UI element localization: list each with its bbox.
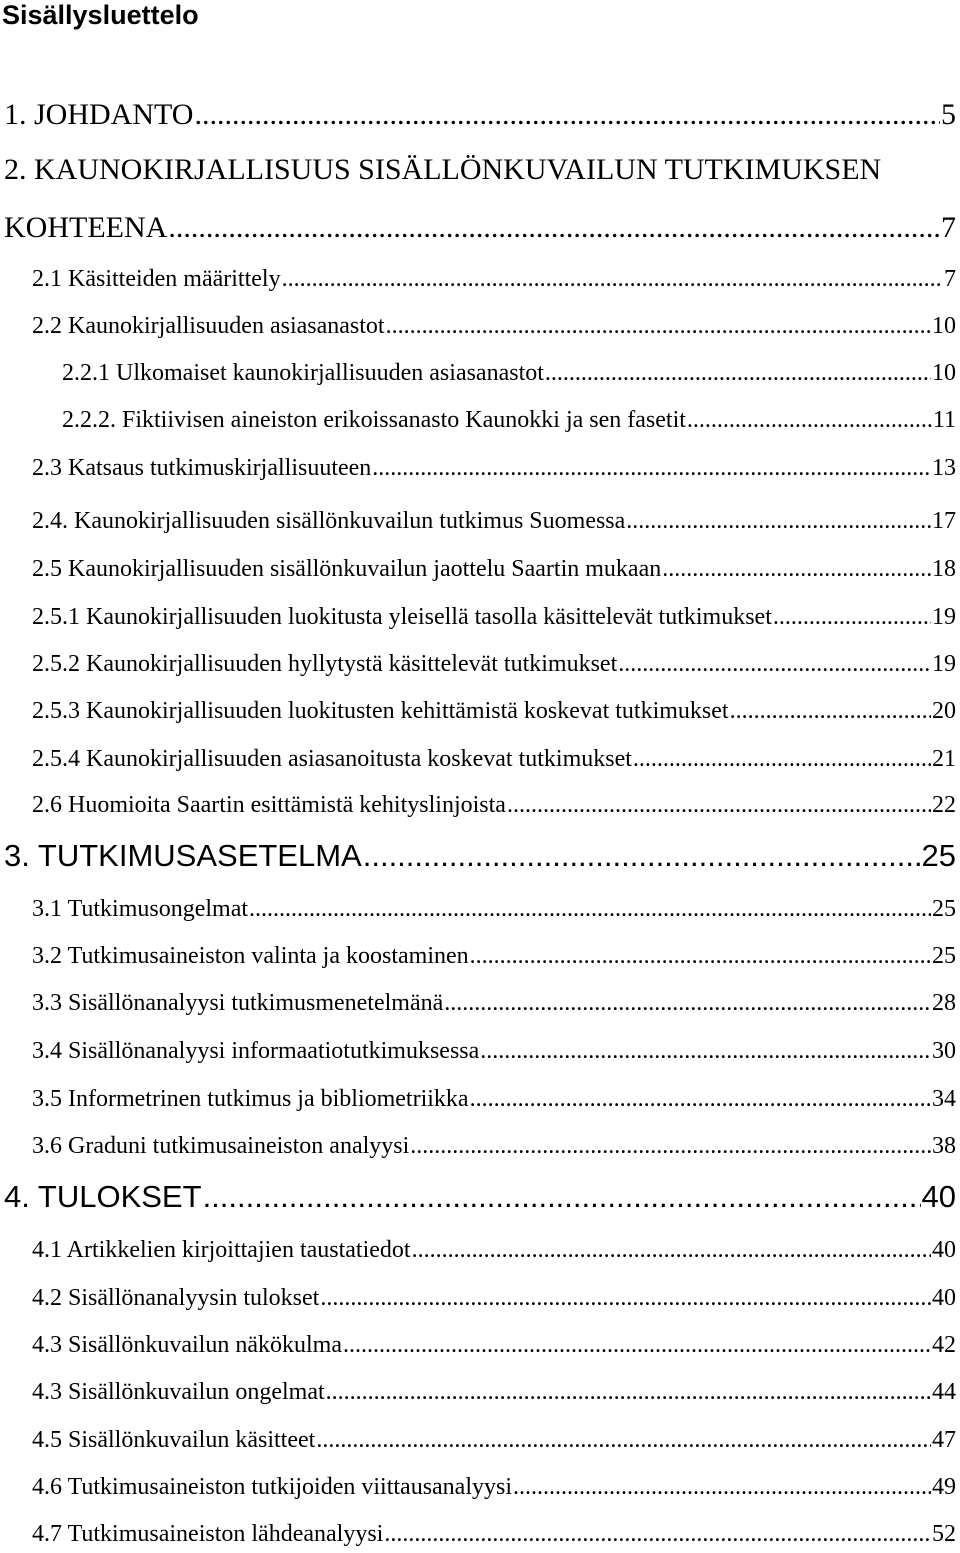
dot-leader xyxy=(168,211,940,245)
toc-entry-title: 2.4. Kaunokirjallisuuden sisällönkuvailun tutkimus Suomessa xyxy=(32,508,626,534)
dot-leader xyxy=(203,1180,921,1214)
toc-entry[interactable] xyxy=(32,312,956,340)
toc-entry-page: 30 xyxy=(932,1038,956,1064)
toc-entry[interactable] xyxy=(32,1284,956,1312)
toc-entry[interactable] xyxy=(4,98,956,132)
toc-entry[interactable] xyxy=(32,1378,956,1406)
toc-entry-page: 40 xyxy=(921,1179,956,1214)
toc-entry[interactable] xyxy=(32,1331,956,1359)
toc-entry-page: 25 xyxy=(921,838,956,873)
toc-entry-page: 13 xyxy=(932,455,956,481)
toc-entry-page: 10 xyxy=(932,313,956,339)
toc-entry-page: 49 xyxy=(932,1474,956,1500)
dot-leader xyxy=(480,1037,931,1065)
toc-entry-title: 4.7 Tutkimusaineiston lähdeanalyysi xyxy=(32,1521,384,1547)
dot-leader xyxy=(633,745,931,773)
toc-entry-title: 3.5 Informetrinen tutkimus ja bibliometriikka xyxy=(32,1086,469,1112)
toc-entry-page: 18 xyxy=(932,556,956,582)
toc-entry[interactable] xyxy=(32,650,956,678)
page-title: Sisällysluettelo xyxy=(2,0,199,30)
toc-entry[interactable] xyxy=(32,697,956,725)
dot-leader xyxy=(363,839,921,873)
toc-entry[interactable] xyxy=(32,555,956,583)
toc-entry[interactable] xyxy=(32,1473,956,1501)
toc-entry-page: 34 xyxy=(932,1086,956,1112)
toc-entry[interactable] xyxy=(32,603,956,631)
toc-entry-page: 10 xyxy=(932,360,956,386)
toc-entry[interactable] xyxy=(32,265,956,293)
dot-leader xyxy=(384,1520,931,1548)
toc-entry-title: 3.6 Graduni tutkimusaineiston analyysi xyxy=(32,1133,410,1159)
dot-leader xyxy=(316,1426,931,1454)
toc-entry-page: 42 xyxy=(932,1332,956,1358)
toc-entry-page: 7 xyxy=(941,211,956,244)
toc-entry-title: 4.3 Sisällönkuvailun ongelmat xyxy=(32,1379,325,1405)
toc-entry-title: 2.5.4 Kaunokirjallisuuden asiasanoitusta koskevat tutkimukset xyxy=(32,746,632,772)
toc-entry-title: KOHTEENA xyxy=(4,211,168,244)
toc-entry[interactable] xyxy=(32,942,956,970)
toc-entry[interactable] xyxy=(32,507,956,535)
toc-entry-title: 2. KAUNOKIRJALLISUUS SISÄLLÖNKUVAILUN TUTKIMUKSEN xyxy=(4,153,882,186)
toc-entry-page: 44 xyxy=(932,1379,956,1405)
toc-entry-page: 28 xyxy=(932,990,956,1016)
dot-leader xyxy=(372,454,931,482)
toc-entry-page: 40 xyxy=(932,1237,956,1263)
toc-entry[interactable] xyxy=(32,1520,956,1548)
toc-entry-page: 22 xyxy=(932,792,956,818)
toc-entry-page: 19 xyxy=(932,651,956,677)
toc-entry-title: 2.5.1 Kaunokirjallisuuden luokitusta yleisellä tasolla käsittelevät tutkimukset xyxy=(32,604,772,630)
toc-entry-title: 2.2.1 Ulkomaiset kaunokirjallisuuden asiasanastot xyxy=(62,360,544,386)
toc-entry-title: 1. JOHDANTO xyxy=(4,98,194,131)
toc-entry[interactable] xyxy=(4,211,956,245)
toc-entry-page: 11 xyxy=(932,407,956,433)
toc-entry-title: 4.2 Sisällönanalyysin tulokset xyxy=(32,1285,320,1311)
dot-leader xyxy=(773,603,931,631)
toc-entry[interactable] xyxy=(32,1132,956,1160)
dot-leader xyxy=(326,1378,931,1406)
toc-entry-title: 3.1 Tutkimusongelmat xyxy=(32,896,249,922)
toc-entry-title: 4.5 Sisällönkuvailun käsitteet xyxy=(32,1427,316,1453)
toc-entry-title: 4.1 Artikkelien kirjoittajien taustatiedot xyxy=(32,1237,411,1263)
toc-entry[interactable] xyxy=(62,359,956,387)
toc-entry[interactable] xyxy=(32,895,956,923)
toc-entry[interactable] xyxy=(32,1085,956,1113)
dot-leader xyxy=(626,507,931,535)
toc-entry-title: 4.6 Tutkimusaineiston tutkijoiden viittausanalyysi xyxy=(32,1474,513,1500)
dot-leader xyxy=(444,989,931,1017)
toc-entry-page: 20 xyxy=(932,698,956,724)
toc-entry[interactable] xyxy=(32,454,956,482)
toc-entry[interactable] xyxy=(62,406,956,434)
toc-entry-title: 2.2 Kaunokirjallisuuden asiasanastot xyxy=(32,313,385,339)
toc-entry-page: 40 xyxy=(932,1285,956,1311)
toc-entry-title: 2.5.3 Kaunokirjallisuuden luokitusten kehittämistä koskevat tutkimukset xyxy=(32,698,729,724)
toc-entry-title: 2.5.2 Kaunokirjallisuuden hyllytystä käsittelevät tutkimukset xyxy=(32,651,618,677)
dot-leader xyxy=(687,406,932,434)
toc-entry-page: 25 xyxy=(932,943,956,969)
toc-entry-title: 2.2.2. Fiktiivisen aineiston erikoissanasto Kaunokki ja sen fasetit xyxy=(62,407,686,433)
dot-leader xyxy=(470,1085,931,1113)
toc-entry-title: 2.5 Kaunokirjallisuuden sisällönkuvailun jaottelu Saartin mukaan xyxy=(32,556,662,582)
toc-entry-title: 2.6 Huomioita Saartin esittämistä kehityslinjoista xyxy=(32,792,506,818)
dot-leader xyxy=(545,359,931,387)
dot-leader xyxy=(410,1132,931,1160)
toc-entry-page: 52 xyxy=(932,1521,956,1547)
dot-leader xyxy=(470,942,931,970)
dot-leader xyxy=(386,312,931,340)
toc-entry-page: 47 xyxy=(932,1427,956,1453)
toc-entry-page: 7 xyxy=(944,266,956,292)
toc-entry-page: 38 xyxy=(932,1133,956,1159)
dot-leader xyxy=(320,1284,931,1312)
dot-leader xyxy=(249,895,931,923)
toc-entry-page: 17 xyxy=(932,508,956,534)
toc-entry-title: 3. TUTKIMUSASETELMA xyxy=(4,838,362,873)
toc-entry[interactable] xyxy=(32,791,956,819)
dot-leader xyxy=(513,1473,931,1501)
toc-entry-page: 19 xyxy=(932,604,956,630)
toc-entry[interactable] xyxy=(32,1037,956,1065)
toc-entry-page: 5 xyxy=(941,98,956,131)
toc-entry[interactable] xyxy=(32,1236,956,1264)
dot-leader xyxy=(507,791,931,819)
toc-entry[interactable] xyxy=(32,989,956,1017)
dot-leader xyxy=(618,650,931,678)
dot-leader xyxy=(343,1331,931,1359)
toc-entry[interactable] xyxy=(4,839,956,873)
dot-leader xyxy=(730,697,931,725)
toc-entry-title: 4. TULOKSET xyxy=(4,1179,202,1214)
dot-leader xyxy=(194,98,940,132)
toc-entry-page: 21 xyxy=(932,746,956,772)
toc-entry-title: 2.3 Katsaus tutkimuskirjallisuuteen xyxy=(32,455,372,481)
toc-entry-title: 3.3 Sisällönanalyysi tutkimusmenetelmänä xyxy=(32,990,444,1016)
dot-leader xyxy=(412,1236,931,1264)
toc-entry-title: 3.2 Tutkimusaineiston valinta ja koostaminen xyxy=(32,943,469,969)
dot-leader xyxy=(662,555,931,583)
toc-entry-title: 4.3 Sisällönkuvailun näkökulma xyxy=(32,1332,342,1358)
toc-entry[interactable] xyxy=(32,1426,956,1454)
toc-entry[interactable] xyxy=(4,1180,956,1214)
dot-leader xyxy=(282,265,943,293)
toc-entry-page: 25 xyxy=(932,896,956,922)
toc-entry[interactable] xyxy=(32,745,956,773)
toc-entry-title: 2.1 Käsitteiden määrittely xyxy=(32,266,281,292)
toc-entry-title: 3.4 Sisällönanalyysi informaatiotutkimuksessa xyxy=(32,1038,480,1064)
